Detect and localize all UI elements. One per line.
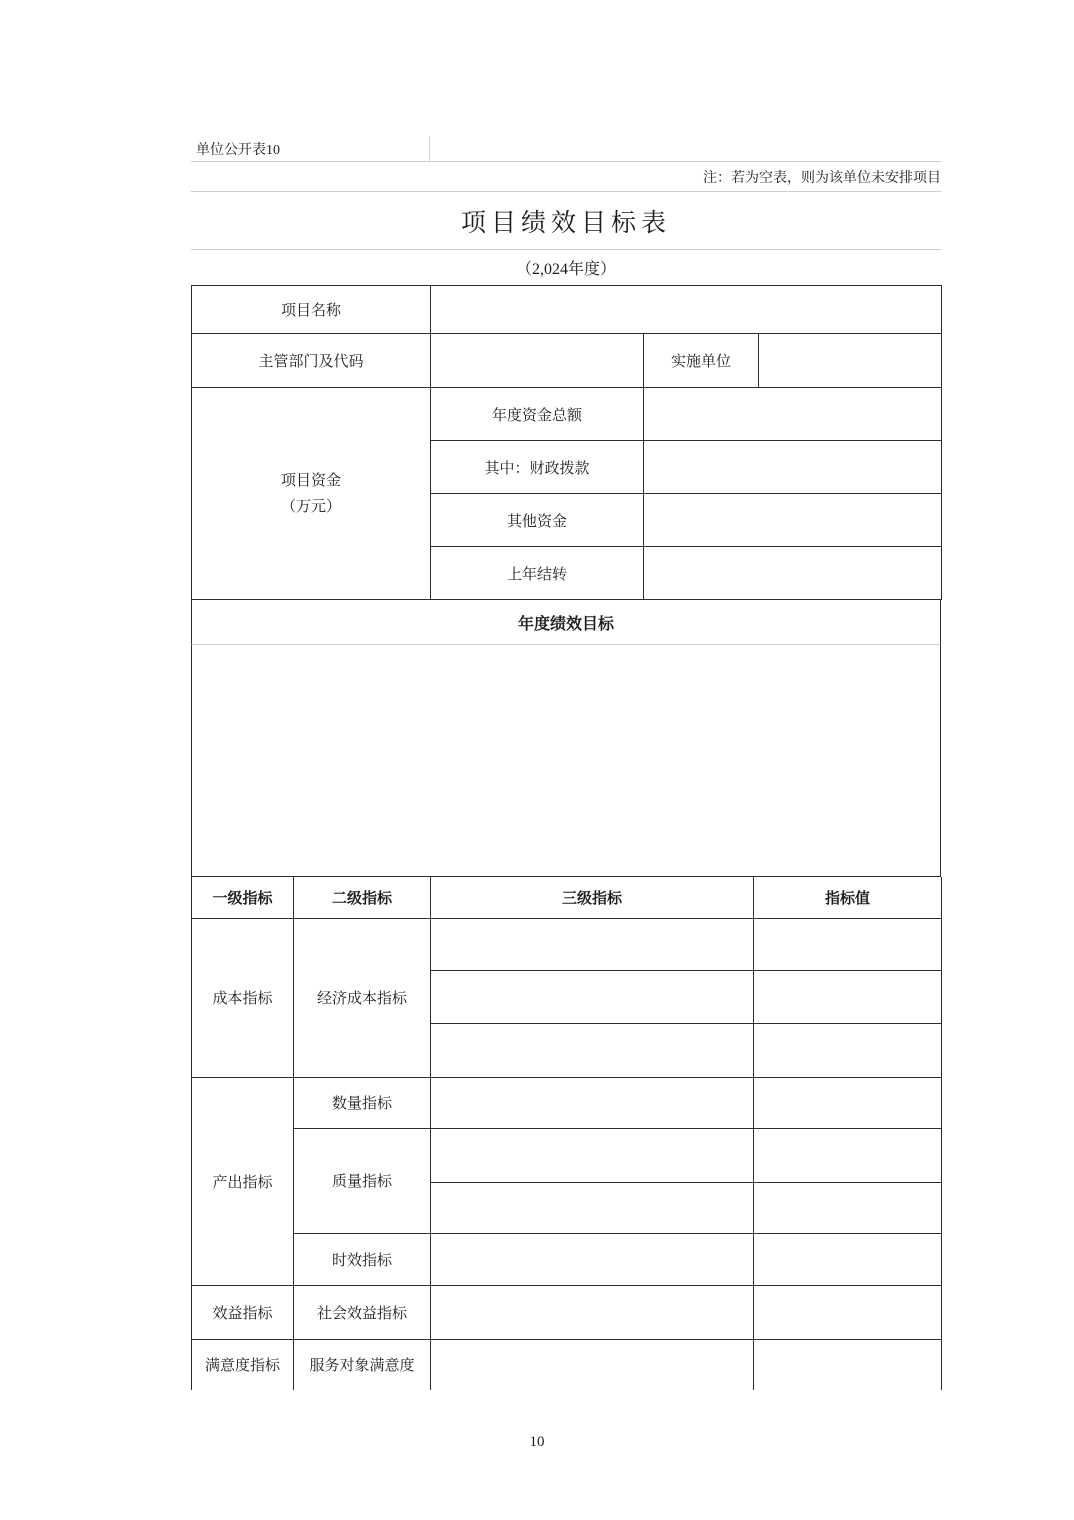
funds-total-label-cell: 年度资金总额 <box>431 388 644 441</box>
level2-economic-cost-cell: 经济成本指标 <box>294 918 431 1077</box>
indicator-table <box>191 877 942 1390</box>
project-name-value-cell <box>431 286 942 334</box>
table-row-truncated <box>192 1339 942 1390</box>
annual-goal-value-cell <box>191 645 941 877</box>
project-name-label-cell: 项目名称 <box>192 286 431 334</box>
table-row <box>192 286 942 334</box>
note-text: 注：若为空表，则为该单位未安排项目 <box>703 170 941 186</box>
funds-carryover-value-cell <box>644 547 942 600</box>
value-empty-cell <box>754 1182 942 1233</box>
funds-total-value-cell <box>644 388 942 441</box>
header-level2-cell: 二级指标 <box>294 877 431 918</box>
header-level1-cell: 一级指标 <box>192 877 294 918</box>
subtitle-row <box>191 250 941 285</box>
level3-empty-cell <box>431 1233 754 1285</box>
funds-label-line2: （万元） <box>280 498 341 515</box>
level1-benefit-cell: 效益指标 <box>192 1285 294 1339</box>
page-title: 项目绩效目标表 <box>460 209 671 237</box>
page-subtitle: （2,024年度） <box>515 261 616 278</box>
funds-fiscal-label-cell: 其中：财政拨款 <box>431 441 644 494</box>
level2-social-benefit-cell: 社会效益指标 <box>294 1285 431 1339</box>
table-row <box>192 918 942 970</box>
note-row <box>191 162 941 192</box>
level2-quality-cell: 质量指标 <box>294 1128 431 1233</box>
funds-carryover-label-cell: 上年结转 <box>431 547 644 600</box>
level3-empty-cell <box>431 1077 754 1128</box>
table-row <box>192 1128 942 1182</box>
funds-other-value-cell <box>644 494 942 547</box>
level1-output-cell: 产出指标 <box>192 1077 294 1285</box>
level3-empty-cell <box>431 1285 754 1339</box>
dept-code-label-cell: 主管部门及代码 <box>192 334 431 388</box>
level1-satisfaction-cell: 满意度指标 <box>192 1339 294 1390</box>
form-label-cell: 单位公开表10 <box>191 136 430 161</box>
page-content <box>191 136 941 1390</box>
project-funds-label-cell <box>192 388 431 600</box>
value-empty-cell <box>754 1077 942 1128</box>
table-row <box>192 388 942 441</box>
form-label-empty-cell <box>430 136 941 161</box>
annual-goal-header-text: 年度绩效目标 <box>517 615 614 633</box>
value-empty-cell <box>754 1233 942 1285</box>
level3-empty-cell <box>431 1182 754 1233</box>
level3-empty-cell <box>431 970 754 1023</box>
level3-empty-cell <box>431 1128 754 1182</box>
funds-other-label-cell: 其他资金 <box>431 494 644 547</box>
header-level3-cell: 三级指标 <box>431 877 754 918</box>
impl-unit-value-cell <box>759 334 942 388</box>
value-empty-cell <box>754 970 942 1023</box>
level3-empty-cell <box>431 1023 754 1077</box>
page-number: 10 <box>529 1434 545 1450</box>
impl-unit-label-cell: 实施单位 <box>644 334 759 388</box>
dept-code-value-cell <box>431 334 644 388</box>
indicator-header-row <box>192 877 942 918</box>
table-row <box>192 1285 942 1339</box>
value-empty-cell <box>754 1285 942 1339</box>
table-row <box>192 334 942 388</box>
funds-label-line1: 项目资金 <box>280 472 341 489</box>
table-row <box>192 1233 942 1285</box>
value-empty-cell <box>754 1023 942 1077</box>
form-label-row <box>191 136 941 162</box>
value-empty-cell <box>754 1339 942 1390</box>
level3-empty-cell <box>431 1339 754 1390</box>
level2-quantity-cell: 数量指标 <box>294 1077 431 1128</box>
value-empty-cell <box>754 918 942 970</box>
level2-service-satisfaction-cell: 服务对象满意度 <box>294 1339 431 1390</box>
value-empty-cell <box>754 1128 942 1182</box>
project-info-table <box>191 285 942 600</box>
table-row <box>192 1077 942 1128</box>
level2-timeliness-cell: 时效指标 <box>294 1233 431 1285</box>
funds-fiscal-value-cell <box>644 441 942 494</box>
annual-goal-header <box>191 600 941 645</box>
title-row <box>191 192 941 250</box>
level3-empty-cell <box>431 918 754 970</box>
header-value-cell: 指标值 <box>754 877 942 918</box>
level1-cost-cell: 成本指标 <box>192 918 294 1077</box>
